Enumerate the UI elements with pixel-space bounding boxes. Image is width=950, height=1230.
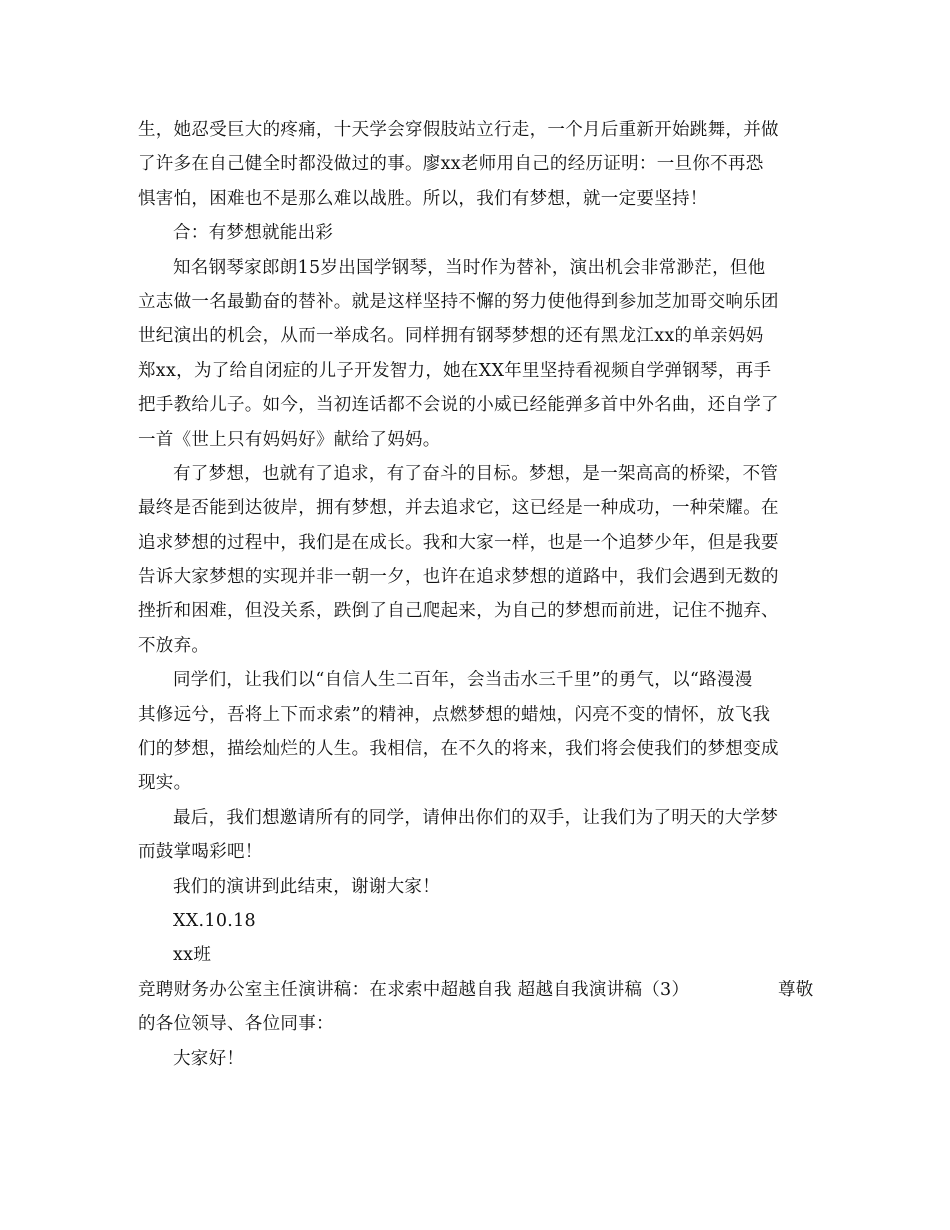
paragraph-line: 世纪演出的机会，从而一举成名。同样拥有钢琴梦想的还有黑龙江xx的单亲妈妈: [138, 326, 764, 347]
paragraph-line: 生，她忍受巨大的疼痛，十天学会穿假肢站立行走，一个月后重新开始跳舞，并做: [138, 120, 779, 140]
paragraph-line: 知名钢琴家郎朗15岁出国学钢琴，当时作为替补，演出机会非常渺茫，但他: [173, 257, 766, 278]
document-body: [138, 113, 814, 1076]
paragraph-line: 我们的演讲到此结束，谢谢大家！: [173, 876, 440, 897]
paragraph-line: 现实。: [138, 773, 192, 794]
paragraph-line: 而鼓掌喝彩吧！: [138, 842, 263, 863]
paragraph-line: 告诉大家梦想的实现并非一朝一夕，也许在追求梦想的道路中，我们会遇到无数的: [138, 567, 779, 588]
paragraph-line: 挫折和困难，但没关系，跌倒了自己爬起来，为自己的梦想而前进，记住不抛弃、: [138, 601, 779, 622]
paragraph-line: 同学们，让我们以“自信人生二百年，会当击水三千里”的勇气，以“路漫漫: [173, 670, 753, 691]
paragraph-line: 其修远兮，吾将上下而求索”的精神，点燃梦想的蜡烛，闪亮不变的情怀，放飞我: [138, 704, 771, 725]
paragraph-line: 把手教给儿子。如今，当初连话都不会说的小威已经能弹多首中外名曲，还自学了: [138, 395, 779, 416]
paragraph-line: 最后，我们想邀请所有的同学，请伸出你们的双手，让我们为了明天的大学梦: [173, 807, 779, 828]
heading-text: 竞聘财务办公室主任演讲稿：在求索中超越自我 超越自我演讲稿（3）: [138, 979, 690, 1000]
paragraph-line: 合：有梦想就能出彩: [173, 223, 334, 244]
paragraph-line: 不放弃。: [138, 635, 210, 656]
paragraph-line: 了许多在自己健全时都没做过的事。廖xx老师用自己的经历证明：一旦你不再恐: [138, 154, 764, 175]
paragraph-line: 的各位领导、各位同事：: [138, 1014, 334, 1035]
paragraph-line: 郑xx，为了给自闭症的儿子开发智力，她在XX年里坚持看视频自学弹钢琴，再手: [138, 360, 772, 381]
heading-tail-text: 尊敬: [778, 979, 814, 1000]
paragraph-line: 大家好！: [173, 1048, 245, 1069]
heading-line: [138, 973, 814, 1007]
paragraph-line: 惧害怕，困难也不是那么难以战胜。所以，我们有梦想，就一定要坚持！: [138, 188, 708, 209]
paragraph-line: 立志做一名最勤奋的替补。就是这样坚持不懈的努力使他得到参加芝加哥交响乐团: [138, 291, 779, 312]
paragraph-line: 追求梦想的过程中，我们是在成长。我和大家一样，也是一个追梦少年，但是我要: [138, 532, 779, 553]
paragraph-line: 最终是否能到达彼岸，拥有梦想，并去追求它，这已经是一种成功，一种荣耀。在: [138, 498, 779, 519]
paragraph-line: 们的梦想，描绘灿烂的人生。我相信，在不久的将来，我们将会使我们的梦想变成: [138, 739, 779, 760]
paragraph-line: 有了梦想，也就有了追求，有了奋斗的目标。梦想，是一架高高的桥梁，不管: [173, 463, 779, 484]
paragraph-line: xx班: [173, 945, 212, 966]
paragraph-line: 一首《世上只有妈妈好》献给了妈妈。: [138, 429, 441, 450]
paragraph-line: XX.10.18: [173, 910, 256, 931]
